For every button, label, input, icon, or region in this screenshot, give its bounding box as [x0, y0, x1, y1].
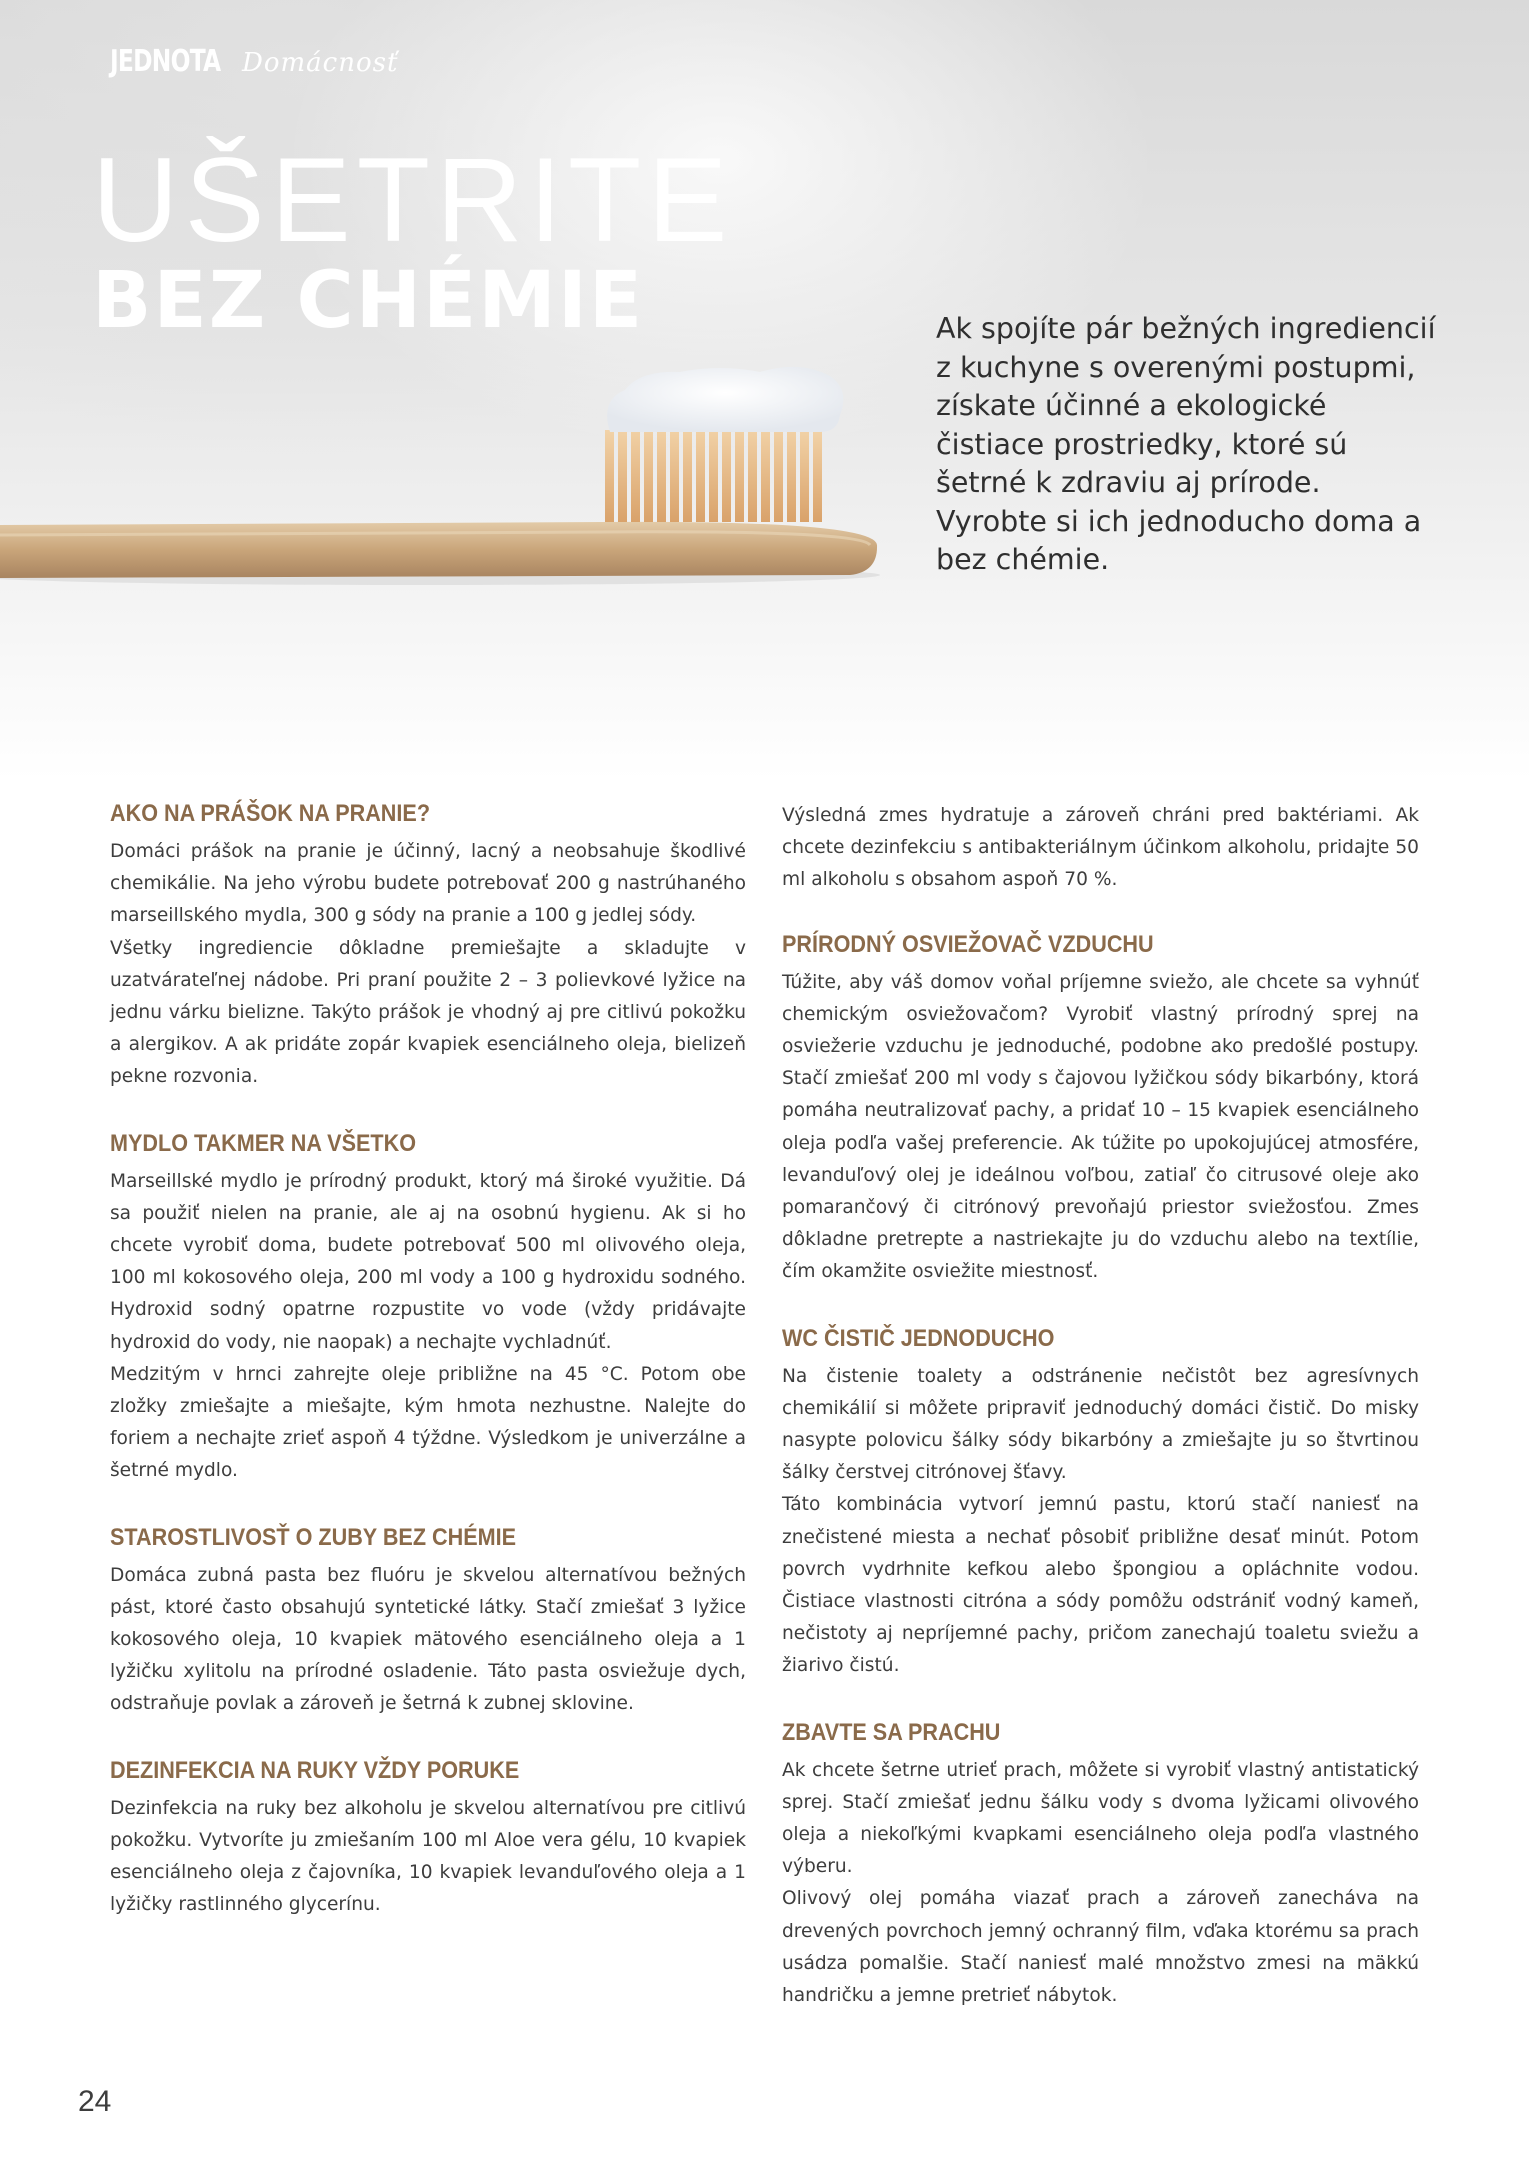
section-paragraph: Výsledná zmes hydratuje a zároveň chráni pred baktériami. Ak chcete dezinfekciu s antibakteriálnym účinkom alkoholu, pridajte 50 ml alkoholu s obsahom aspoň 70 %.	[782, 805, 1419, 891]
section-paragraph: Všetky ingrediencie dôkladne premiešajte a skladujte v uzatvárateľnej nádobe. Pri praní použite 2 – 3 polievkové lyžice na jednu várku bielizne. Takýto prášok je vhodný aj pre citlivú pokožku a alergikov. A ak pridáte zopár kvapiek esenciálneho oleja, bielizeň pekne rozvonia.	[110, 937, 746, 1088]
section-paragraph: Túžite, aby váš domov voňal príjemne sviežo, ale chcete sa vyhnúť chemickým osviežovačom? Vyrobiť vlastný prírodný sprej na osviežerie vzduchu je jednoduché, podobne ako predošlé postupy. Stačí zmiešať 200 ml vody s čajovou lyžičkou sódy bikarbóny, ktorá pomáha neutralizovať pachy, a pridať 10 – 15 kvapiek esenciálneho oleja podľa vašej preferencie. Ak túžite po upokojujúcej atmosfére, levanduľový olej je ideálnou voľbou, zatiaľ čo citrusové oleje ako pomarančový či citrónový prevoňajú priestor sviežosťou. Zmes dôkladne pretrepte a nastriekajte ju do vzduchu alebo na textílie, čím okamžite osviežite miestnosť.	[782, 971, 1419, 1283]
section-paragraph: Táto kombinácia vytvorí jemnú pastu, ktorú stačí naniesť na znečistené miesta a nechať pôsobiť približne desať minút. Potom povrch vydrhnite kefkou alebo špongiou a opláchnite vodou. Čistiace vlastnosti citróna a sódy pomôžu odstrániť vodný kameň, nečistoty aj nepríjemné pachy, pričom zanechajú toaletu sviežu a žiarivo čistú.	[782, 1494, 1419, 1677]
section-paragraph: Na čistenie toalety a odstránenie nečistôt bez agresívnych chemikálií si môžete pripraviť jednoduchý domáci čistič. Do misky nasypte polovicu šálky sódy bikarbóny a zmiešajte ju so štvrtinou šálky čerstvej citrónovej šťavy.	[782, 1365, 1419, 1484]
title-line-1: UŠETRITE	[92, 133, 734, 267]
toothbrush-image	[0, 360, 880, 590]
hero-banner	[0, 0, 1529, 780]
section-washing-powder	[110, 800, 746, 1094]
left-column	[110, 800, 746, 1957]
brand-logo: JEDNOTA	[110, 44, 221, 79]
section-soap	[110, 1130, 746, 1488]
section-label: Domácnosť	[242, 48, 399, 78]
section-paragraph: Olivový olej pomáha viazať prach a zároveň zanecháva na drevených povrchoch jemný ochranný film, vďaka ktorému sa prach usádza pomalšie. Stačí naniesť malé množstvo zmesi na mäkkú handričku a jemne pretrieť nábytok.	[782, 1888, 1419, 2007]
right-column	[782, 800, 1419, 2048]
title-line-2: BEZ CHÉMIE	[92, 256, 645, 346]
section-air-freshener	[782, 931, 1419, 1289]
section-heading: PRÍRODNÝ OSVIEŽOVAČ VZDUCHU	[782, 930, 1154, 958]
section-hand-sanitizer	[110, 1757, 746, 1922]
section-wc-cleaner	[782, 1325, 1419, 1683]
section-toothpaste	[110, 1524, 746, 1721]
section-heading: AKO NA PRÁŠOK NA PRANIE?	[110, 800, 431, 827]
section-paragraph: Dezinfekcia na ruky bez alkoholu je skvelou alternatívou pre citlivú pokožku. Vytvoríte ju zmiešaním 100 ml Aloe vera gélu, 10 kvapiek esenciálneho oleja z čajovníka, 10 kvapiek levanduľového oleja a 1 lyžičky rastlinného glycerínu.	[110, 1797, 746, 1916]
brand-header	[110, 44, 398, 79]
section-heading: ZBAVTE SA PRACHU	[782, 1718, 1001, 1746]
section-heading: MYDLO TAKMER NA VŠETKO	[110, 1129, 416, 1157]
section-heading: STAROSTLIVOSŤ O ZUBY BEZ CHÉMIE	[110, 1523, 517, 1551]
section-sanitizer-continued	[782, 800, 1419, 897]
page-number: 24	[78, 2085, 112, 2118]
section-paragraph: Medzitým v hrnci zahrejte oleje približne na 45 °C. Potom obe zložky zmiešajte a miešajte, kým hmota nezhustne. Nalejte do foriem a nechajte zrieť aspoň 4 týždne. Výsledkom je univerzálne a šetrné mydlo.	[110, 1363, 746, 1482]
section-paragraph: Marseillské mydlo je prírodný produkt, ktorý má široké využitie. Dá sa použiť nielen na pranie, ale aj na osobnú hygienu. Ak si ho chcete vyrobiť doma, budete potrebovať 500 ml olivového oleja, 100 ml kokosového oleja, 200 ml vody a 100 g hydroxidu sodného. Hydroxid sodný opatrne rozpustite vo vode (vždy pridávajte hydroxid do vody, nie naopak) a nechajte vychladnúť.	[110, 1170, 746, 1353]
section-paragraph: Domáci prášok na pranie je účinný, lacný a neobsahuje škodlivé chemikálie. Na jeho výrobu budete potrebovať 200 g nastrúhaného marseillského mydla, 300 g sódy na pranie a 100 g jedlej sódy.	[110, 841, 746, 927]
intro-paragraph: Ak spojíte pár bežných ingrediencií z kuchyne s overenými postupmi, získate účinné a ekologické čistiace prostriedky, ktoré sú šetrné k zdraviu aj prírode. Vyrobte si ich jednoducho doma a bez chémie.	[936, 312, 1436, 576]
section-heading: DEZINFEKCIA NA RUKY VŽDY PORUKE	[110, 1756, 520, 1784]
section-paragraph: Domáca zubná pasta bez fluóru je skvelou alternatívou bežných pást, ktoré často obsahujú syntetické látky. Stačí zmiešať 3 lyžice kokosového oleja, 10 kvapiek mätového esenciálneho oleja a 1 lyžičku xylitolu na prírodné osladenie. Táto pasta osviežuje dych, odstraňuje povlak a zároveň je šetrná k zubnej sklovine.	[110, 1564, 746, 1715]
section-heading: WC ČISTIČ JEDNODUCHO	[782, 1324, 1055, 1352]
section-paragraph: Ak chcete šetrne utrieť prach, môžete si vyrobiť vlastný antistatický sprej. Stačí zmiešať jednu šálku vody s dvoma lyžicami olivového oleja a niekoľkými kvapkami esenciálneho oleja podľa vlastného výberu.	[782, 1759, 1419, 1878]
section-dust	[782, 1719, 1419, 2013]
